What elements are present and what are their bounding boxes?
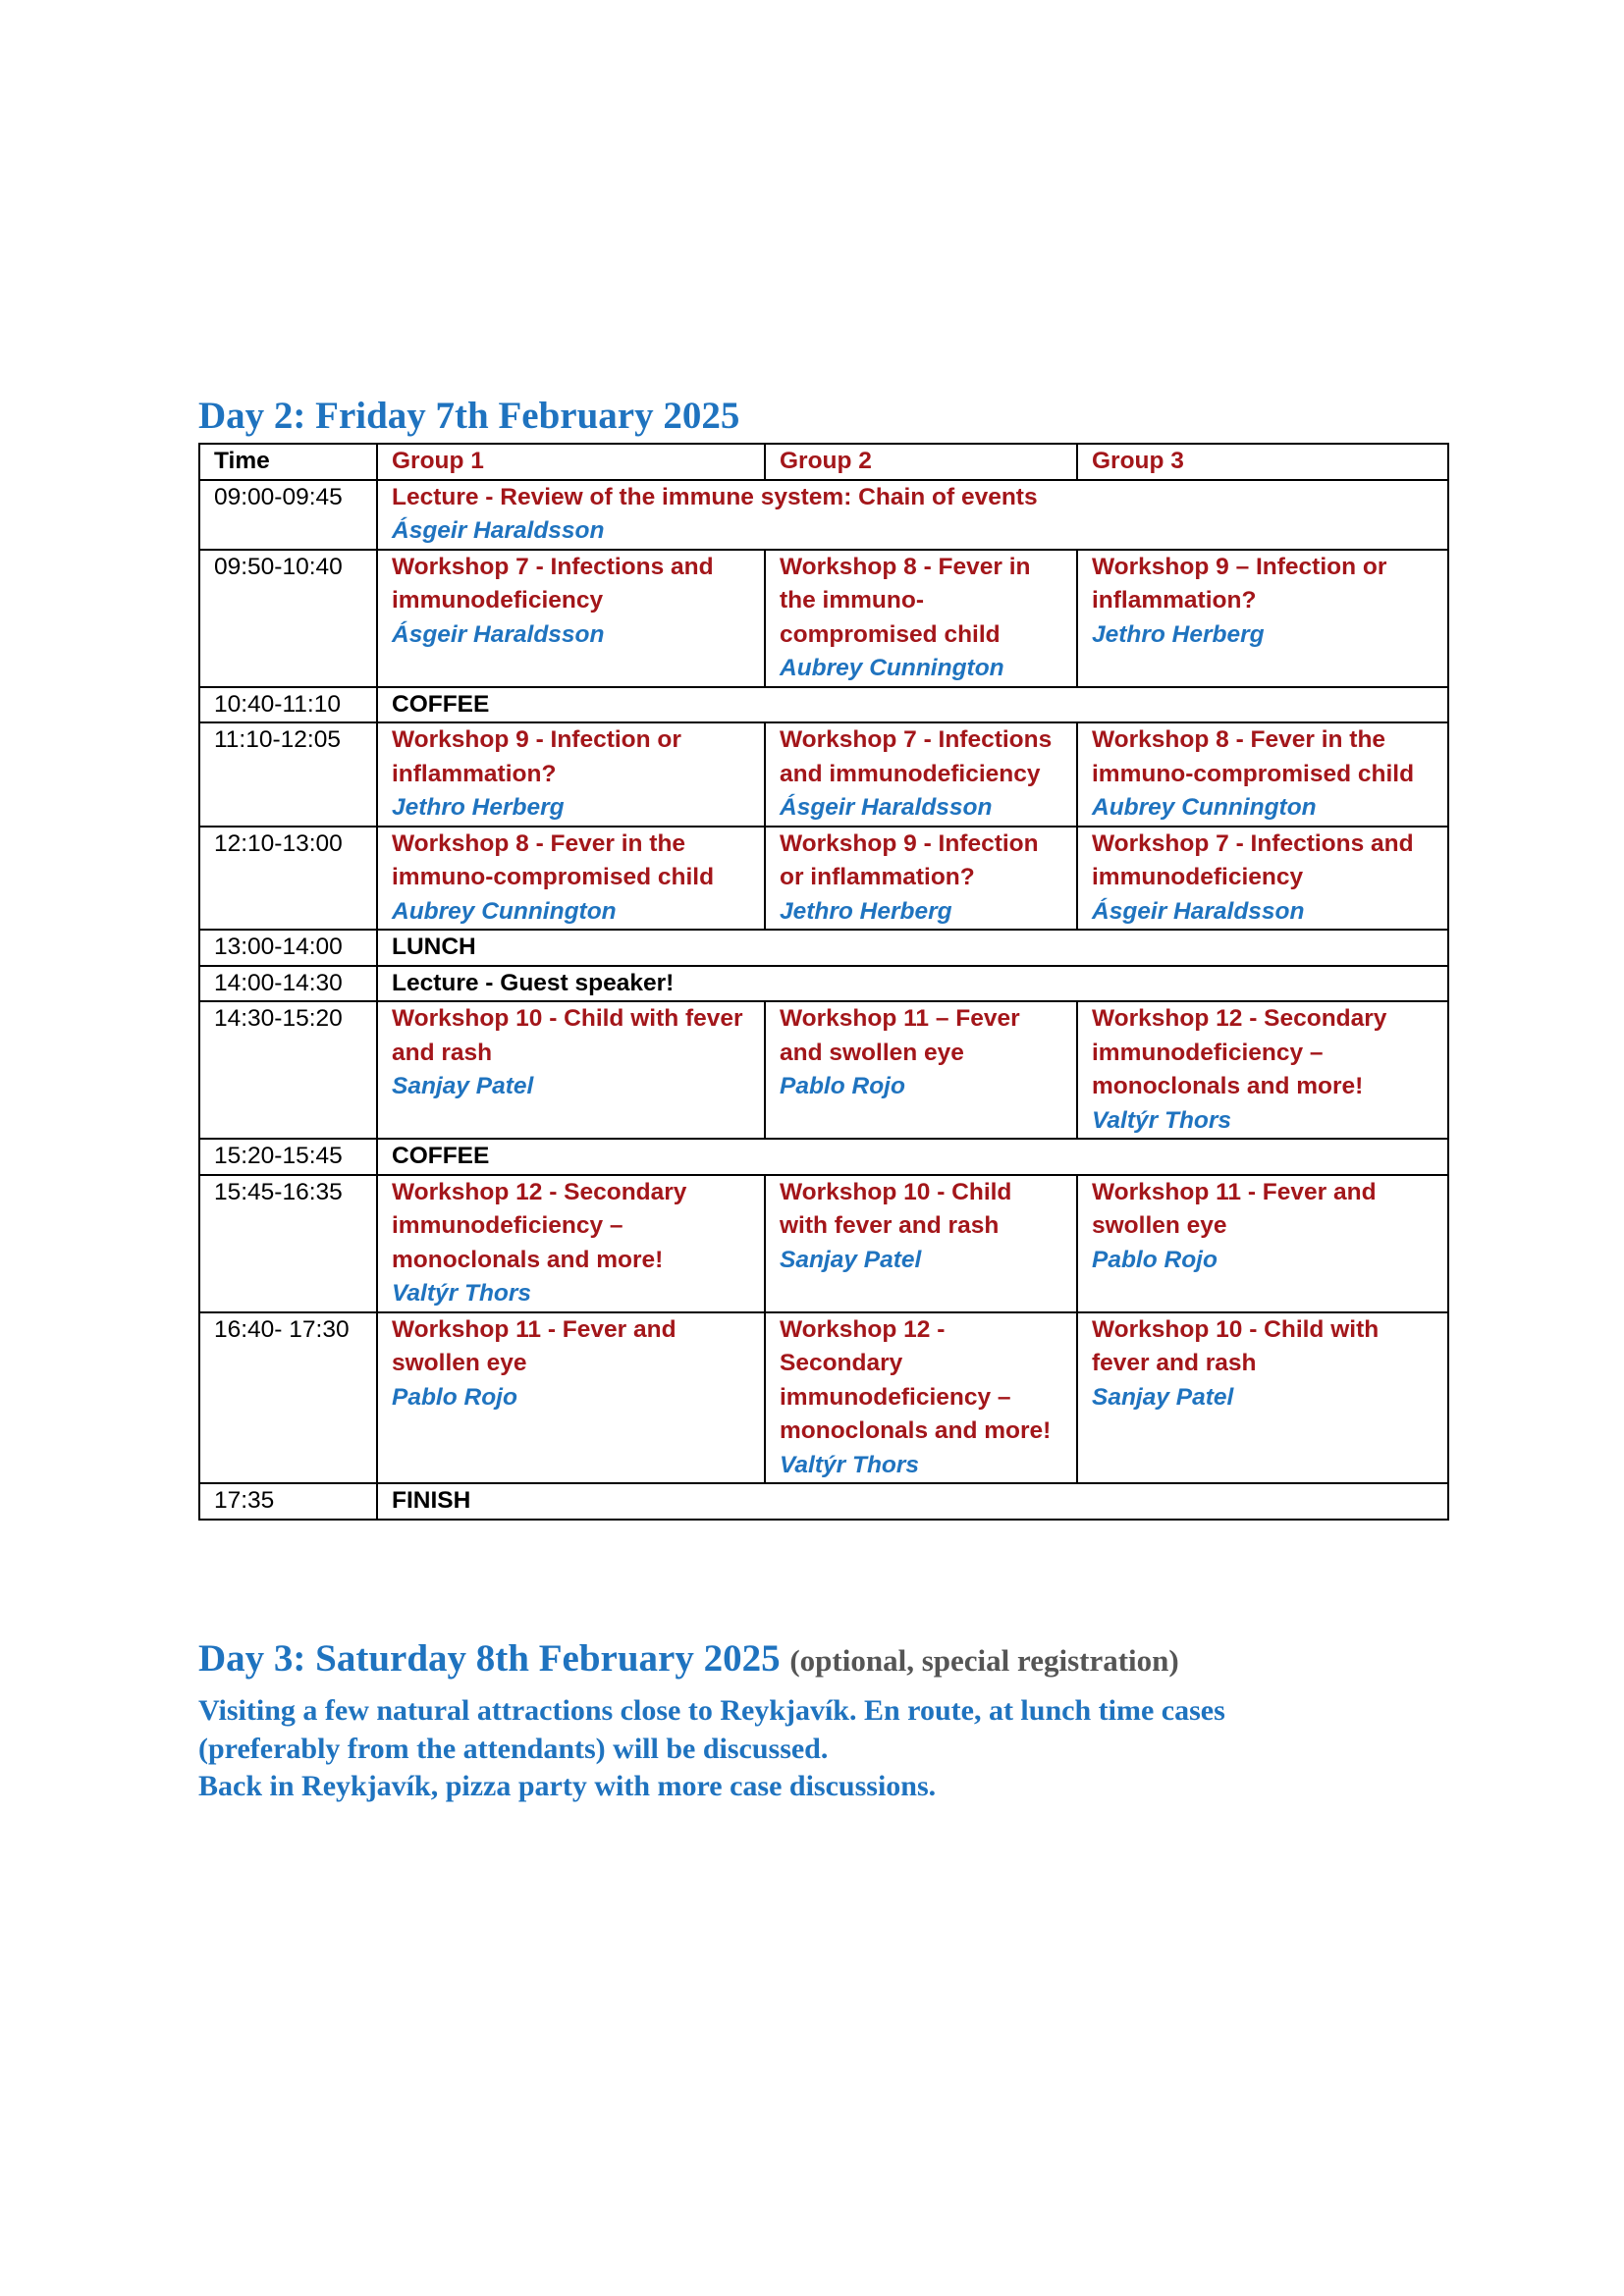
session-cell [377, 722, 765, 827]
table-row [199, 480, 1448, 550]
header-group-3: Group 3 [1077, 444, 1448, 480]
session-cell [765, 1175, 1077, 1312]
session-cell [1077, 1312, 1448, 1484]
speaker-name: Ásgeir Haraldsson [1092, 897, 1305, 925]
workshop-title: Workshop 9 - Infection or inflammation? [780, 829, 1039, 890]
workshop-title: Workshop 7 - Infections and immunodeficiency [780, 726, 1053, 787]
break-cell: COFFEE [377, 1139, 1448, 1175]
table-row [199, 687, 1448, 723]
time-cell: 17:35 [199, 1483, 377, 1520]
lecture-title: Lecture - Review of the immune system: Chain of events [392, 483, 1038, 510]
workshop-title: Workshop 8 - Fever in the immuno-compromised child [780, 553, 1031, 648]
workshop-title: Workshop 12 - Secondary immunodeficiency – monoclonals and more! [1092, 1005, 1387, 1099]
table-row [199, 1175, 1448, 1312]
speaker-name: Aubrey Cunnington [1092, 794, 1317, 821]
time-cell: 10:40-11:10 [199, 687, 377, 723]
break-cell: COFFEE [377, 687, 1448, 723]
speaker-name: Pablo Rojo [392, 1383, 517, 1411]
session-cell [377, 1001, 765, 1139]
session-cell [765, 827, 1077, 931]
workshop-title: Workshop 8 - Fever in the immuno-compromised child [392, 829, 715, 890]
session-cell [1077, 1001, 1448, 1139]
day3-description-line: Back in Reykjavík, pizza party with more case discussions. [198, 1770, 937, 1802]
break-cell: LUNCH [377, 930, 1448, 966]
speaker-name: Sanjay Patel [392, 1073, 534, 1099]
day3-title-text: Day 3: Saturday 8th February 2025 [198, 1637, 781, 1680]
time-cell: 09:00-09:45 [199, 480, 377, 550]
time-cell: 15:45-16:35 [199, 1175, 377, 1312]
session-cell [1077, 722, 1448, 827]
day3-description-line: Visiting a few natural attractions close to Reykjavík. En route, at lunch time cases [198, 1694, 1225, 1727]
time-cell: 12:10-13:00 [199, 827, 377, 931]
speaker-name: Valtýr Thors [1092, 1106, 1232, 1134]
workshop-title: Workshop 11 – Fever and swollen eye [780, 1005, 1020, 1066]
table-row [199, 550, 1448, 687]
session-cell [1077, 1175, 1448, 1312]
session-cell [377, 1312, 765, 1484]
workshop-title: Workshop 9 - Infection or inflammation? [392, 726, 681, 787]
time-cell: 14:30-15:20 [199, 1001, 377, 1139]
time-cell: 13:00-14:00 [199, 930, 377, 966]
speaker-name: Aubrey Cunnington [780, 655, 1004, 681]
time-cell: 11:10-12:05 [199, 722, 377, 827]
workshop-title: Workshop 11 - Fever and swollen eye [1092, 1178, 1377, 1239]
table-row [199, 722, 1448, 827]
session-cell [765, 550, 1077, 687]
session-cell [377, 550, 765, 687]
time-cell: 14:00-14:30 [199, 966, 377, 1002]
workshop-title: Workshop 10 - Child with fever and rash [1092, 1315, 1380, 1376]
workshop-title: Workshop 7 - Infections and immunodeficiency [1092, 829, 1414, 890]
session-cell [377, 827, 765, 931]
session-cell [765, 1312, 1077, 1484]
workshop-title: Workshop 10 - Child with fever and rash [392, 1005, 743, 1066]
table-row [199, 827, 1448, 931]
table-row [199, 966, 1448, 1002]
guest-lecture-cell: Lecture - Guest speaker! [377, 966, 1448, 1002]
header-group-2: Group 2 [765, 444, 1077, 480]
workshop-title: Workshop 12 - Secondary immunodeficiency – monoclonals and more! [392, 1178, 687, 1273]
speaker-name: Pablo Rojo [1092, 1246, 1218, 1273]
table-row [199, 1312, 1448, 1484]
table-row [199, 1483, 1448, 1520]
workshop-title: Workshop 8 - Fever in the immuno-compromised child [1092, 726, 1415, 787]
speaker-name: Sanjay Patel [780, 1246, 922, 1273]
schedule-table [198, 443, 1449, 1521]
speaker-name: Jethro Herberg [780, 897, 952, 925]
speaker-name: Ásgeir Haraldsson [780, 794, 993, 821]
table-row [199, 930, 1448, 966]
time-cell: 15:20-15:45 [199, 1139, 377, 1175]
workshop-title: Workshop 9 – Infection or inflammation? [1092, 553, 1387, 614]
workshop-title: Workshop 10 - Child with fever and rash [780, 1178, 1012, 1239]
day3-note: (optional, special registration) [789, 1643, 1179, 1678]
workshop-title: Workshop 7 - Infections and immunodeficiency [392, 553, 714, 614]
lecture-cell [377, 480, 1448, 550]
workshop-title: Workshop 12 - Secondary immunodeficiency – monoclonals and more! [780, 1315, 1052, 1444]
speaker-name: Pablo Rojo [780, 1073, 905, 1099]
day2-title: Day 2: Friday 7th February 2025 [198, 395, 740, 437]
finish-cell: FINISH [377, 1483, 1448, 1520]
header-row [199, 444, 1448, 480]
speaker-name: Sanjay Patel [1092, 1383, 1234, 1411]
session-cell [377, 1175, 765, 1312]
header-group-1: Group 1 [377, 444, 765, 480]
speaker-name: Jethro Herberg [392, 794, 565, 821]
session-cell [1077, 550, 1448, 687]
lecture-speaker: Ásgeir Haraldsson [392, 517, 605, 544]
time-cell: 16:40- 17:30 [199, 1312, 377, 1484]
speaker-name: Valtýr Thors [780, 1451, 920, 1478]
speaker-name: Aubrey Cunnington [392, 897, 617, 925]
speaker-name: Valtýr Thors [392, 1280, 532, 1307]
speaker-name: Ásgeir Haraldsson [392, 620, 605, 648]
session-cell [765, 722, 1077, 827]
session-cell [1077, 827, 1448, 931]
speaker-name: Jethro Herberg [1092, 620, 1265, 648]
day3-title [198, 1636, 1179, 1681]
workshop-title: Workshop 11 - Fever and swollen eye [392, 1315, 677, 1376]
day3-description-line: (preferably from the attendants) will be discussed. [198, 1733, 829, 1765]
table-row [199, 1001, 1448, 1139]
table-row [199, 1139, 1448, 1175]
header-time: Time [199, 444, 377, 480]
session-cell [765, 1001, 1077, 1139]
time-cell: 09:50-10:40 [199, 550, 377, 687]
